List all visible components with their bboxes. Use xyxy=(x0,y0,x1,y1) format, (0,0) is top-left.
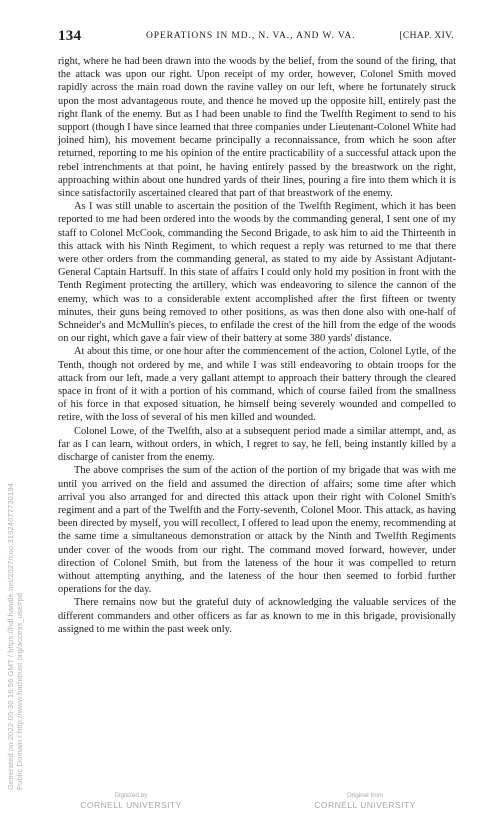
page-header xyxy=(58,28,454,44)
digitized-by-credit xyxy=(56,792,206,810)
original-from-institution: CORNELL UNIVERSITY xyxy=(314,800,416,810)
paragraph: The above comprises the sum of the action of the portion of my brigade that was with me until you arrived on the field and assumed the direction of affairs; some time after which arrival you also arranged for and directed this attack upon their right with Colonel Smith's regiment and a part of the Twelfth and the Forty-seventh, Colonel Moor. This attack, as having been directed by myself, you will recollect, I offered to lead upon the enemy, recommending at the same time a simultaneous demonstration or attack by the Ninth and Twelfth Regiments under cover of the woods from our right. The command moved forward, however, under direction of Colonel Smith, but from the lateness of the hour it was compelled to return without attempting anything, and the lateness of the hour then seemed to forbid further operations for the day. xyxy=(58,465,456,596)
body-text xyxy=(58,55,456,636)
rights-statement: Public Domain / http://www.hathitrust.org/access_use#pd xyxy=(15,592,24,790)
running-head: OPERATIONS IN MD., N. VA., AND W. VA. xyxy=(146,31,356,41)
original-from-credit xyxy=(290,792,440,810)
paragraph: Colonel Lowe, of the Twelfth, also at a subsequent period made a similar attempt, and, as far as I can learn, without orders, in which, I regret to say, he fell, being instantly killed by a discharge of canister from the enemy. xyxy=(58,425,456,464)
digitization-footer xyxy=(0,792,496,814)
paragraph: At about this time, or one hour after the commencement of the action, Colonel Lytle, of the Tenth, though not ordered by me, and while I was still endeavoring to obtain troops for the attack from our left, made a very gallant attempt to approach their battery through the cleared space in front of it with a portion of his command, which of course failed from the smallness of his force in that exposed situation, he himself being severely wounded and compelled to retire, with the loss of several of his men killed and wounded. xyxy=(58,346,456,424)
page-number: 134 xyxy=(58,28,82,44)
paragraph: There remains now but the grateful duty of acknowledging the valuable services of the different commanders and other officers as far as known to me in this brigade, provisionally assigned to me within the past week only. xyxy=(58,597,456,635)
paragraph: right, where he had been drawn into the woods by the belief, from the sound of the firing, that the attack was upon our right. Upon receipt of my order, however, Colonel Smith moved rapidly across the main road down the ravine valley on our left, where he fortunately struck upon the most advantageous route, and thence he moved up the opposite hill, entirely past the right flank of the enemy. But as I had been unable to find the Twelfth Regiment to send to his support (though I have since learned that three companies under Lieutenant-Colonel White had joined him), his movement became principally a reconnaissance, from which he soon after returned, reporting to me his opinion of the entire practicability of a successful attack upon the rebel intrenchments at that point, he having entirely passed by the breastwork on the right, approaching within about one hundred yards of their lines, pouring a fire into them which it is since satisfactorily ascertained cleared that part of that breastwork of the enemy. xyxy=(58,56,456,200)
digitized-by-label: Digitized by xyxy=(114,792,148,799)
digitized-by-institution: CORNELL UNIVERSITY xyxy=(80,800,182,810)
paragraph: As I was still unable to ascertain the position of the Twelfth Regiment, which it has been reported to me had been ordered into the woods by the commanding general, I sent one of my staff to Colonel McCook, commanding the Second Brigade, to ask him to aid the Thirteenth in this attack with his Ninth Regiment, to which request a reply was returned to me that there were other orders from the commanding general, as stated to my aide by Assistant Adjutant-General Captain Hartsuff. In this state of affairs I could only hold my position in front with the Tenth Regiment protecting the artillery, which was endeavoring to silence the cannon of the enemy, which was to a considerable extent accomplished after the first fifteen or twenty minutes, their guns being removed to other positions, as was then done also with one-half of Schneider's and McMullin's pieces, to enfilade the crest of the hill from the edge of the woods on our right, which gave a fair view of their battery at some 380 yards' distance. xyxy=(58,201,456,345)
chapter-reference: [CHAP. XIV. xyxy=(399,31,454,41)
generation-stamp: Generated on 2022-05-30 16:56 GMT / https://hdl.handle.net/2027/coo.31924077730194 xyxy=(6,483,15,790)
access-watermark xyxy=(6,360,24,790)
original-from-label: Original from xyxy=(346,792,384,799)
